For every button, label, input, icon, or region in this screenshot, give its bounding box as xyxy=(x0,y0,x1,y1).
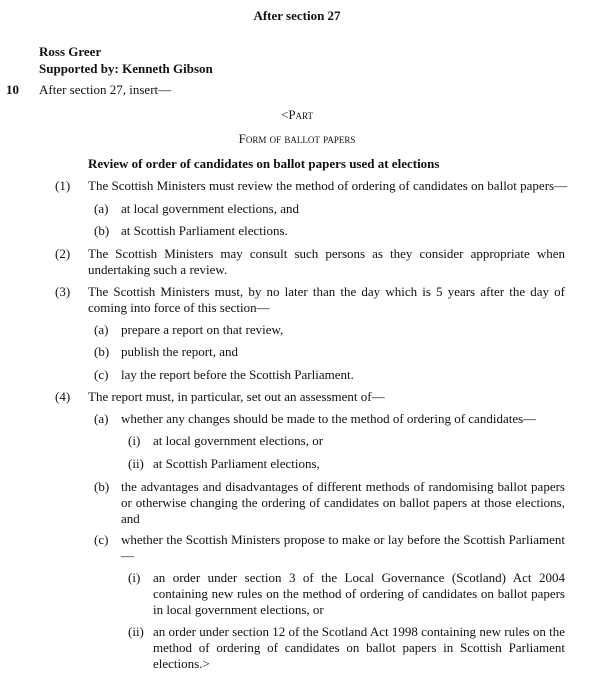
subitem-text: at local government elections, or xyxy=(153,433,324,448)
subitem-text: at Scottish Parliament elections, xyxy=(153,456,320,471)
part-label: Part xyxy=(288,107,314,122)
subitem-text: an order under section 12 of the Scotland Act 1998 containing new rules on the method of ordering of candidates on ballot papers in Scottish Parliament elections.> xyxy=(153,624,565,671)
subitem-text: an order under section 3 of the Local Governance (Scotland) Act 2004 containing new rules on the method of ordering of candidates on ballot papers in local government elections, or xyxy=(153,570,565,617)
subitem-num: (ii) xyxy=(128,456,144,471)
item-text: at Scottish Parliament elections. xyxy=(121,223,288,238)
item-text: at local government elections, and xyxy=(121,201,299,216)
page-heading: After section 27 xyxy=(253,8,341,23)
section-heading: Review of order of candidates on ballot papers used at elections xyxy=(88,156,440,171)
item-text: whether the Scottish Ministers propose to make or lay before the Scottish Parliament— xyxy=(121,532,565,563)
subsection-num: (3) xyxy=(55,284,71,299)
item-num: (b) xyxy=(94,479,110,494)
item-num: (a) xyxy=(94,322,109,337)
subitem-num: (i) xyxy=(128,570,141,585)
item-text: lay the report before the Scottish Parliament. xyxy=(121,367,354,382)
subsection-text: The Scottish Ministers must, by no later than the day which is 5 years after the day of coming into force of this section— xyxy=(88,284,565,315)
item-num: (c) xyxy=(94,532,109,547)
part-title: Form of ballot papers xyxy=(238,131,356,146)
item-num: (b) xyxy=(94,344,110,359)
subsection-num: (1) xyxy=(55,178,71,193)
subsection-num: (4) xyxy=(55,389,71,404)
subsection-text: The report must, in particular, set out an assessment of— xyxy=(88,389,385,404)
subsection-text: The Scottish Ministers may consult such persons as they consider appropriate when undertaking such a review. xyxy=(88,246,565,277)
item-text: whether any changes should be made to the method of ordering of candidates— xyxy=(121,411,537,426)
item-num: (c) xyxy=(94,367,109,382)
part-open-mark: < xyxy=(280,107,289,122)
amendment-number: 10 xyxy=(6,82,19,97)
proposer-name: Ross Greer xyxy=(39,44,102,59)
item-num: (a) xyxy=(94,201,109,216)
subitem-num: (ii) xyxy=(128,624,144,639)
part-heading xyxy=(0,107,594,123)
subsection-text: The Scottish Ministers must review the method of ordering of candidates on ballot papers— xyxy=(88,178,568,193)
item-text: the advantages and disadvantages of different methods of randomising ballot papers or otherwise changing the ordering of candidates on ballot papers at those elections, and xyxy=(121,479,565,526)
item-num: (b) xyxy=(94,223,110,238)
item-num: (a) xyxy=(94,411,109,426)
subitem-num: (i) xyxy=(128,433,141,448)
subsection-num: (2) xyxy=(55,246,71,261)
amendment-instruction: After section 27, insert— xyxy=(39,82,172,97)
item-text: prepare a report on that review, xyxy=(121,322,284,337)
item-text: publish the report, and xyxy=(121,344,238,359)
supporter-line: Supported by: Kenneth Gibson xyxy=(39,61,213,76)
